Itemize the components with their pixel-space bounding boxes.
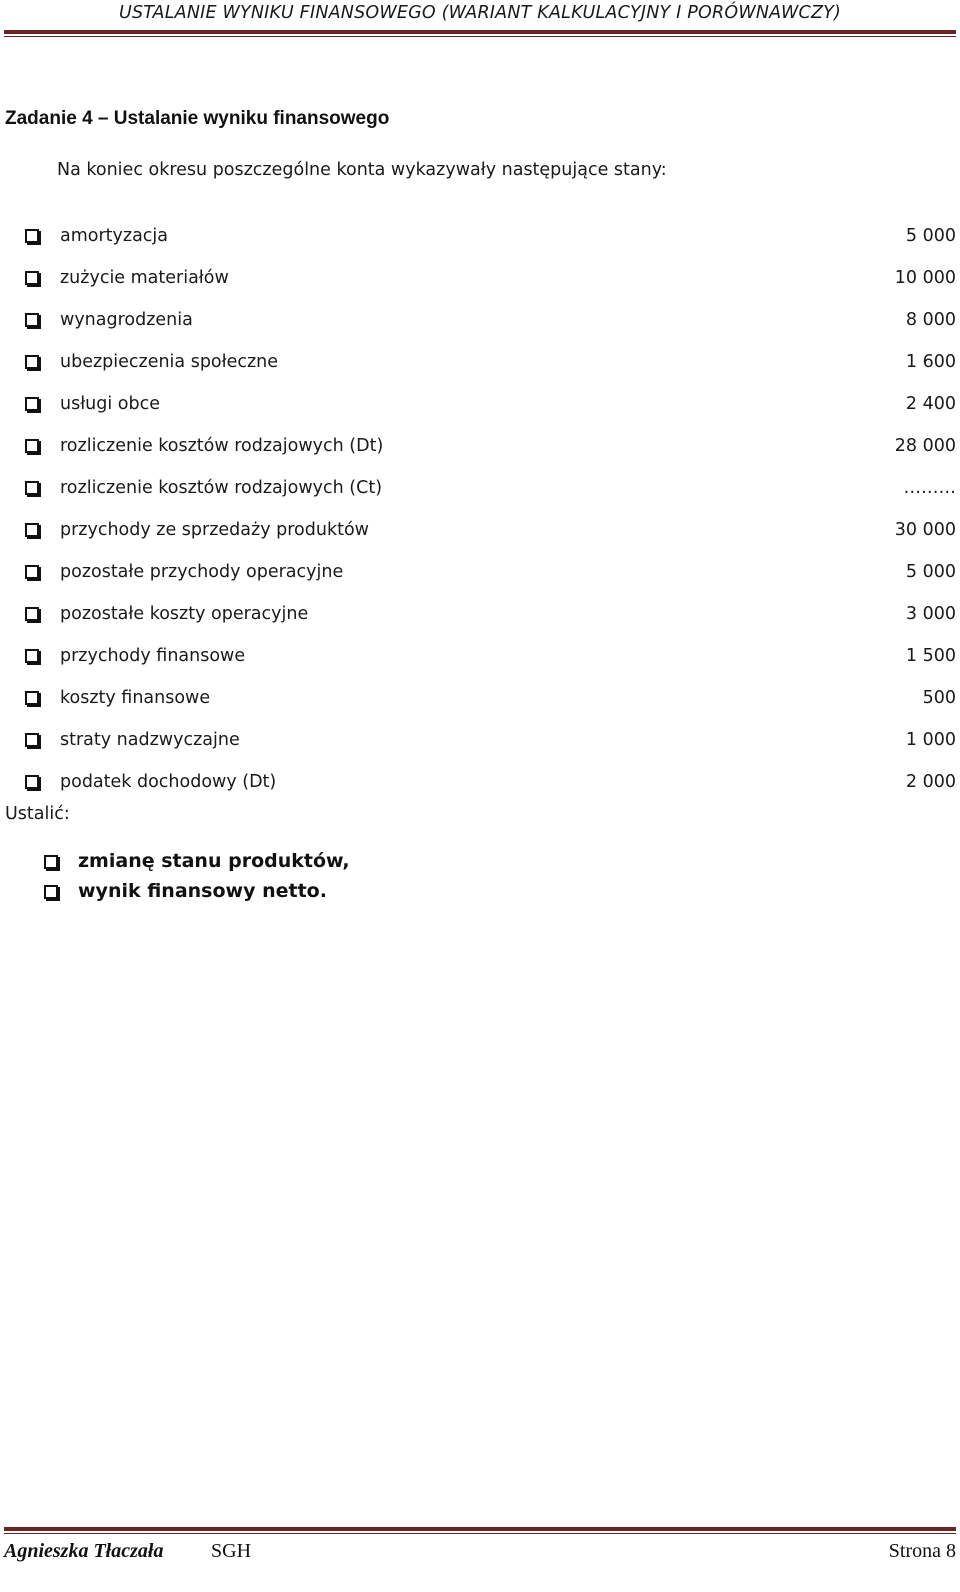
- item-value: 5 000: [905, 226, 956, 246]
- item-value: 1 000: [905, 730, 956, 750]
- checkbox-square-icon: [25, 313, 39, 327]
- footer-author: Agnieszka Tłaczała: [4, 1540, 164, 1562]
- task-item-label: zmianę stanu produktów,: [78, 850, 350, 872]
- task-intro: Na koniec okresu poszczególne konta wykazywały następujące stany:: [57, 160, 667, 180]
- item-value: 10 000: [894, 268, 956, 288]
- list-item: [22, 215, 956, 257]
- list-item: [22, 257, 956, 299]
- item-value: 3 000: [905, 604, 956, 624]
- item-label: koszty finansowe: [60, 688, 211, 708]
- checkbox-square-icon: [44, 855, 58, 869]
- item-label: ubezpieczenia społeczne: [60, 352, 279, 372]
- list-item: [22, 341, 956, 383]
- item-value: 2 000: [905, 772, 956, 792]
- item-value: 8 000: [905, 310, 956, 330]
- checkbox-square-icon: [25, 565, 39, 579]
- checkbox-square-icon: [25, 733, 39, 747]
- checkbox-square-icon: [44, 885, 58, 899]
- list-item: [22, 467, 956, 509]
- checkbox-square-icon: [25, 481, 39, 495]
- list-item: [22, 509, 956, 551]
- header-rule-thick: [4, 30, 956, 34]
- checkbox-square-icon: [25, 229, 39, 243]
- item-label: podatek dochodowy (Dt): [60, 772, 277, 792]
- item-label: rozliczenie kosztów rodzajowych (Ct): [60, 478, 383, 498]
- determine-label: Ustalić:: [5, 804, 70, 824]
- checkbox-square-icon: [25, 691, 39, 705]
- item-value: 30 000: [894, 520, 956, 540]
- checkbox-square-icon: [25, 271, 39, 285]
- checkbox-square-icon: [25, 649, 39, 663]
- item-label: pozostałe koszty operacyjne: [60, 604, 309, 624]
- item-label: rozliczenie kosztów rodzajowych (Dt): [60, 436, 384, 456]
- footer: [4, 1540, 956, 1566]
- list-item: [22, 677, 956, 719]
- task-title: Zadanie 4 – Ustalanie wyniku finansowego: [5, 108, 390, 129]
- item-label: usługi obce: [60, 394, 161, 414]
- checkbox-square-icon: [25, 397, 39, 411]
- footer-school: SGH: [211, 1540, 252, 1562]
- item-value: 5 000: [905, 562, 956, 582]
- item-label: przychody ze sprzedaży produktów: [60, 520, 369, 540]
- checkbox-square-icon: [25, 523, 39, 537]
- item-label: zużycie materiałów: [60, 268, 229, 288]
- header-rule-thin: [4, 36, 956, 37]
- footer-rule-thin: [4, 1533, 956, 1534]
- footer-rule-thick: [4, 1527, 956, 1531]
- account-list: [22, 215, 956, 803]
- list-item: [22, 761, 956, 803]
- item-label: amortyzacja: [60, 226, 169, 246]
- list-item: [22, 383, 956, 425]
- page-number: Strona 8: [888, 1540, 956, 1562]
- checkbox-square-icon: [25, 355, 39, 369]
- item-label: przychody finansowe: [60, 646, 246, 666]
- item-value: 1 600: [905, 352, 956, 372]
- header-title: USTALANIE WYNIKU FINANSOWEGO (WARIANT KALKULACYJNY I PORÓWNAWCZY): [118, 3, 842, 23]
- list-item: [22, 551, 956, 593]
- checkbox-square-icon: [25, 439, 39, 453]
- item-value: 1 500: [905, 646, 956, 666]
- list-item: [22, 719, 956, 761]
- list-item: [22, 635, 956, 677]
- list-item: [22, 425, 956, 467]
- checkbox-square-icon: [25, 607, 39, 621]
- list-item: [22, 299, 956, 341]
- list-item: [22, 593, 956, 635]
- item-value: ………: [903, 478, 956, 498]
- item-label: pozostałe przychody operacyjne: [60, 562, 344, 582]
- item-label: wynagrodzenia: [60, 310, 193, 330]
- item-value: 500: [922, 688, 956, 708]
- checkbox-square-icon: [25, 775, 39, 789]
- item-label: straty nadzwyczajne: [60, 730, 240, 750]
- item-value: 28 000: [894, 436, 956, 456]
- task-item-label: wynik finansowy netto.: [78, 880, 327, 902]
- item-value: 2 400: [905, 394, 956, 414]
